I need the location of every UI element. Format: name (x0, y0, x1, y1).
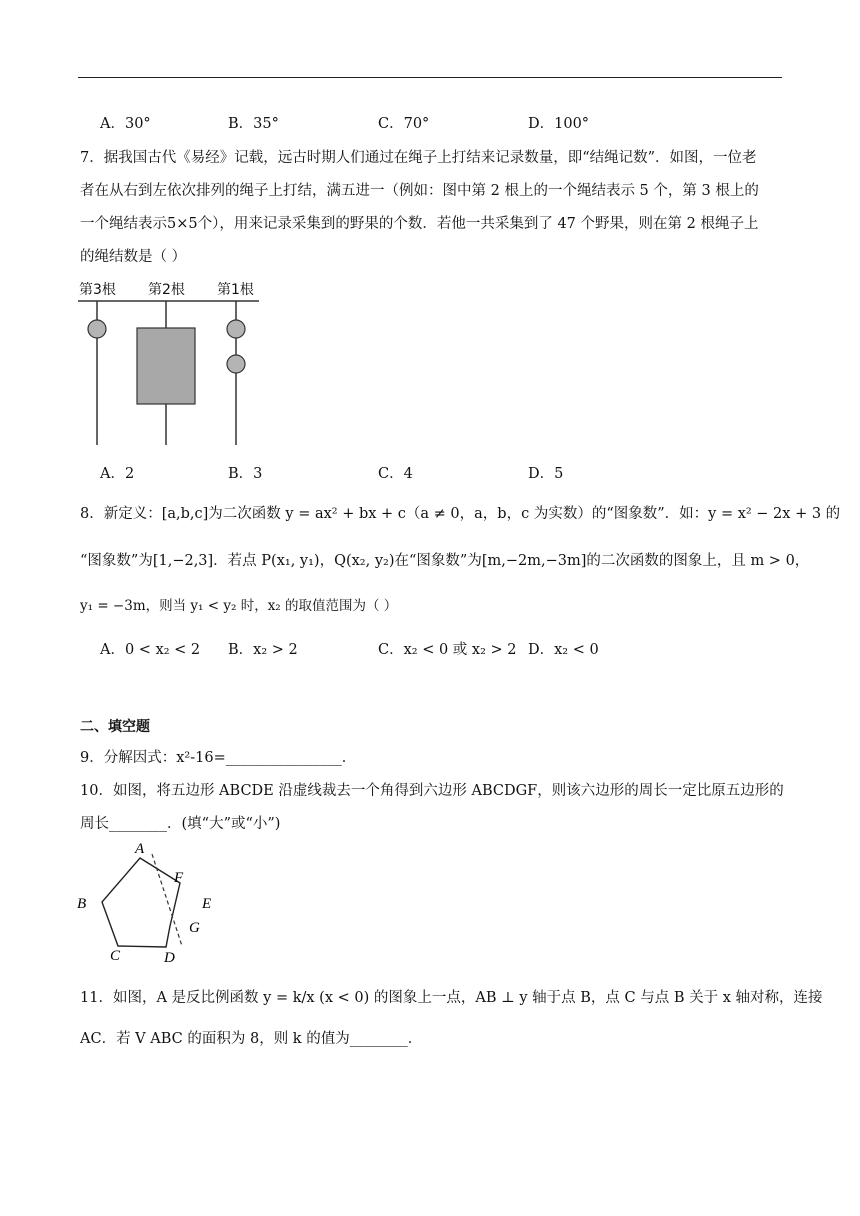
vertex-E-label: E (202, 896, 212, 912)
q7-option-b[interactable]: B．3 (228, 466, 263, 482)
q11-text-line-1: 11．如图，A 是反比例函数 y = k/x (x < 0) 的图象上一点，AB ⊥ y 轴于点 B，点 C 与点 B 关于 x 轴对称，连接 (80, 990, 823, 1006)
q7-text-line-4: 的绳结数是（ ） (80, 249, 187, 265)
q8-text-line-3: y₁ = −3m，则当 y₁ < y₂ 时，x₂ 的取值范围为（ ） (80, 598, 398, 614)
vertex-A-label: A (135, 841, 145, 857)
q8-option-b[interactable]: B．x₂ > 2 (228, 642, 298, 658)
q8-option-d[interactable]: D．x₂ < 0 (528, 642, 599, 658)
q8-text-line-1: 8．新定义：[a,b,c]为二次函数 y = ax² + bx + c（a ≠ 0，a，b，c 为实数）的“图象数”．如：y = x² − 2x + 3 的 (80, 506, 841, 522)
q7-text-line-2: 者在从右到左依次排列的绳子上打结，满五进一（例如：图中第 2 根上的一个绳结表示 5 个，第 3 根上的 (80, 183, 759, 199)
knot-rope-figure (76, 276, 266, 448)
rope-1-label: 第1根 (217, 282, 254, 298)
header-rule (78, 77, 782, 78)
q7-text-line-3: 一个绳结表示5×5个），用来记录采集到的野果的个数．若他一共采集到了 47 个野果，则在第 2 根绳子上 (80, 216, 759, 232)
q10-text-line-1: 10．如图，将五边形 ABCDE 沿虚线裁去一个角得到六边形 ABCDGF，则该六边形的周长一定比原五边形的 (80, 783, 784, 799)
rope-3-knot (88, 320, 106, 338)
q11-text-line-2: AC．若 V ABC 的面积为 8，则 k 的值为________． (80, 1031, 423, 1047)
q7-option-d[interactable]: D．5 (528, 466, 564, 482)
q8-option-c[interactable]: C．x₂ < 0 或 x₂ > 2 (378, 642, 517, 658)
cut-dashed-line (152, 854, 182, 946)
q6-option-a[interactable]: A．30° (100, 116, 151, 132)
q8-option-a[interactable]: A．0 < x₂ < 2 (100, 642, 201, 658)
vertex-D-label: D (164, 950, 175, 966)
q7-option-c[interactable]: C．4 (378, 466, 413, 482)
rope-2-label: 第2根 (148, 282, 185, 298)
rope-1-knot-1 (227, 320, 245, 338)
vertex-F-label: F (174, 870, 184, 886)
rope-1-knot-2 (227, 355, 245, 373)
q6-option-b[interactable]: B．35° (228, 116, 279, 132)
q7-text-line-1: 7．据我国古代《易经》记载，远古时期人们通过在绳子上打结来记录数量，即“结绳记数”．如图，一位老 (80, 150, 757, 166)
q8-text-line-2: “图象数”为[1,−2,3]．若点 P(x₁, y₁)，Q(x₂, y₂)在“图象数”为[m,−2m,−3m]的二次函数的图象上，且 m > 0， (80, 553, 810, 569)
vertex-C-label: C (110, 948, 121, 964)
q6-option-d[interactable]: D．100° (528, 116, 590, 132)
vertex-B-label: B (77, 896, 87, 912)
pentagon-figure (74, 838, 224, 966)
q10-text-line-2: 周长________．(填“大”或“小”) (80, 816, 281, 832)
q9-text: 9．分解因式：x²-16=________________． (80, 750, 357, 766)
vertex-G-label: G (189, 920, 200, 936)
rope-2-knot-block (137, 328, 195, 404)
q6-option-c[interactable]: C．70° (378, 116, 430, 132)
section-2-heading: 二、填空题 (80, 719, 150, 735)
q7-option-a[interactable]: A．2 (100, 466, 135, 482)
rope-3-label: 第3根 (79, 282, 116, 298)
